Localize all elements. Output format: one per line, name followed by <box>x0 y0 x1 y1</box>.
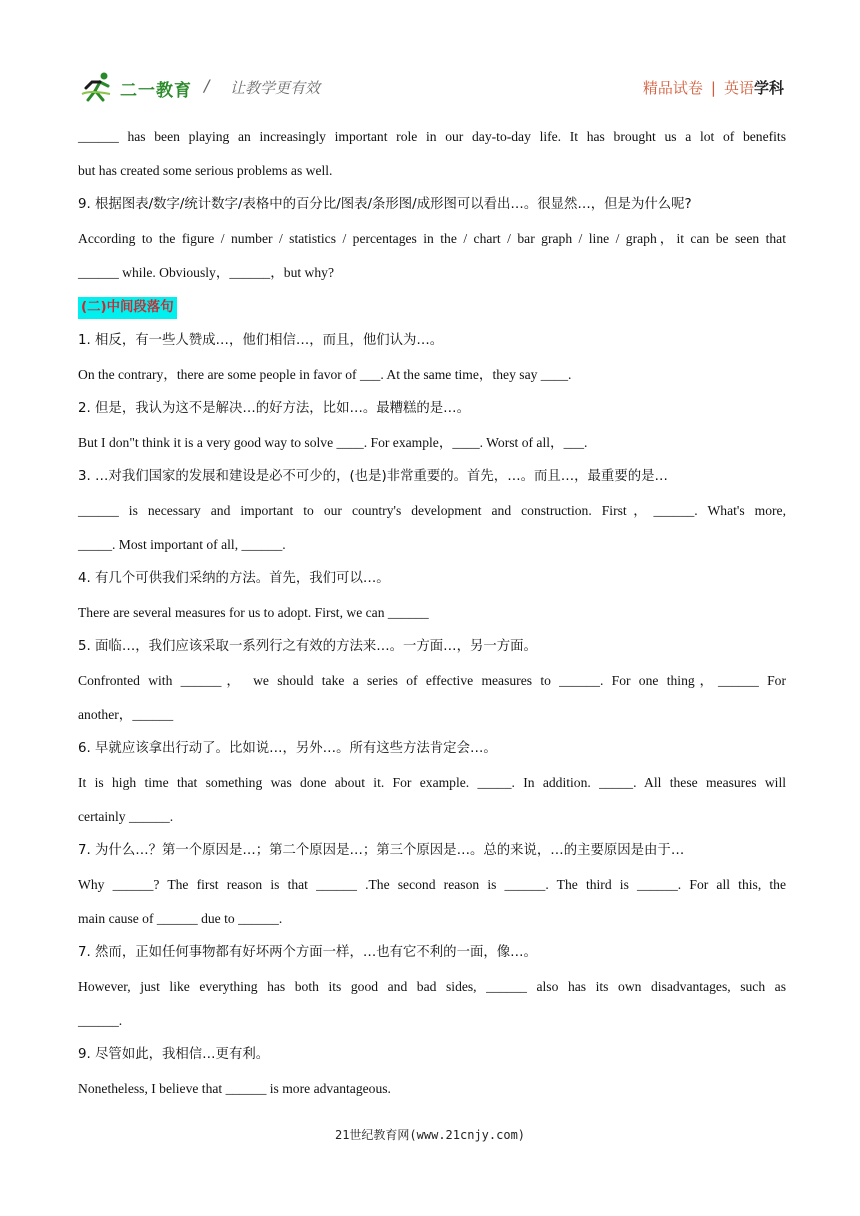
logo-text: 二一教育 <box>120 81 192 101</box>
english-sentence-line: Why ______? The first reason is that ______ .The second reason is ______. The third is ______. For all this, the <box>78 877 786 892</box>
chinese-sentence-line: 9. 根据图表/数字/统计数字/表格中的百分比/图表/条形图/成形图可以看出…。很显然…，但是为什么呢? <box>78 197 692 212</box>
english-sentence-line: Nonetheless, I believe that ______ is more advantageous. <box>78 1081 391 1096</box>
english-sentence-line: ______. <box>78 1013 123 1028</box>
chinese-sentence-line: 3. …对我们国家的发展和建设是必不可少的，(也是)非常重要的。首先，…。而且…，最重要的是… <box>78 469 668 484</box>
chinese-sentence-line: 6. 早就应该拿出行动了。比如说…，另外…。所有这些方法肯定会…。 <box>78 741 497 756</box>
english-sentence-line: On the contrary，there are some people in favor of ___. At the same time，they say ____. <box>78 367 572 382</box>
english-sentence-line: It is high time that something was done about it. For example. _____. In addition. _____. All these measures will <box>78 775 786 790</box>
english-sentence-line: ______ while. Obviously，______，but why? <box>78 265 335 280</box>
chinese-sentence-line: 4. 有几个可供我们采纳的方法。首先，我们可以…。 <box>78 571 390 586</box>
chinese-sentence-line: 7. 然而，正如任何事物都有好坏两个方面一样，…也有它不利的一面，像…。 <box>78 945 537 960</box>
chinese-sentence-line: 9. 尽管如此，我相信…更有利。 <box>78 1047 270 1062</box>
english-sentence-line: ______ is necessary and important to our country's development and construction. First，______. What's more, <box>78 503 786 518</box>
subject-bold: 学科 <box>753 79 784 97</box>
header-slash: / <box>204 76 210 95</box>
english-sentence-line: ______ has been playing an increasingly important role in our day-to-day life. It has brought us a lot of benefits <box>78 129 786 144</box>
chinese-sentence-line: 5. 面临…，我们应该采取一系列行之有效的方法来…。一方面…，另一方面。 <box>78 639 537 654</box>
header-subject-label <box>643 77 784 98</box>
english-sentence-line: _____. Most important of all, ______. <box>78 537 286 552</box>
english-sentence-line: But I don"t think it is a very good way to solve ____. For example，____. Worst of all，___. <box>78 435 588 450</box>
english-sentence-line: certainly ______. <box>78 809 174 824</box>
section-heading: (二)中间段落句 <box>78 297 177 319</box>
english-sentence-line: main cause of ______ due to ______. <box>78 911 283 926</box>
english-sentence-line: Confronted with ______， we should take a series of effective measures to ______. For one thing，______ For <box>78 673 786 688</box>
product-label: 精品试卷 <box>642 79 703 97</box>
subject-colored: 英语 <box>723 79 754 97</box>
english-sentence-line: However, just like everything has both its good and bad sides, ______ also has its own disadvantages, such as <box>78 979 786 994</box>
chinese-sentence-line: 1. 相反，有一些人赞成…，他们相信…，而且，他们认为…。 <box>78 333 444 348</box>
document-body <box>78 120 786 1106</box>
page-header <box>80 64 786 110</box>
header-slogan: 让教学更有效 <box>230 79 321 97</box>
english-sentence-line: another，______ <box>78 707 174 722</box>
running-figure-logo-icon <box>80 70 116 102</box>
page-footer: 21世纪教育网(www.21cnjy.com) <box>334 1128 526 1142</box>
english-sentence-line: According to the figure / number / statistics / percentages in the / chart / bar graph / line / graph，it can be seen that <box>78 231 786 246</box>
section-heading-row <box>78 290 786 324</box>
english-sentence-line: but has created some serious problems as well. <box>78 163 333 178</box>
chinese-sentence-line: 7. 为什么…？第一个原因是…；第二个原因是…；第三个原因是…。总的来说，…的主要原因是由于… <box>78 843 685 858</box>
header-separator: | <box>710 79 716 97</box>
english-sentence-line: There are several measures for us to adopt. First, we can ______ <box>78 605 429 620</box>
chinese-sentence-line: 2. 但是，我认为这不是解决…的好方法，比如…。最糟糕的是…。 <box>78 401 470 416</box>
